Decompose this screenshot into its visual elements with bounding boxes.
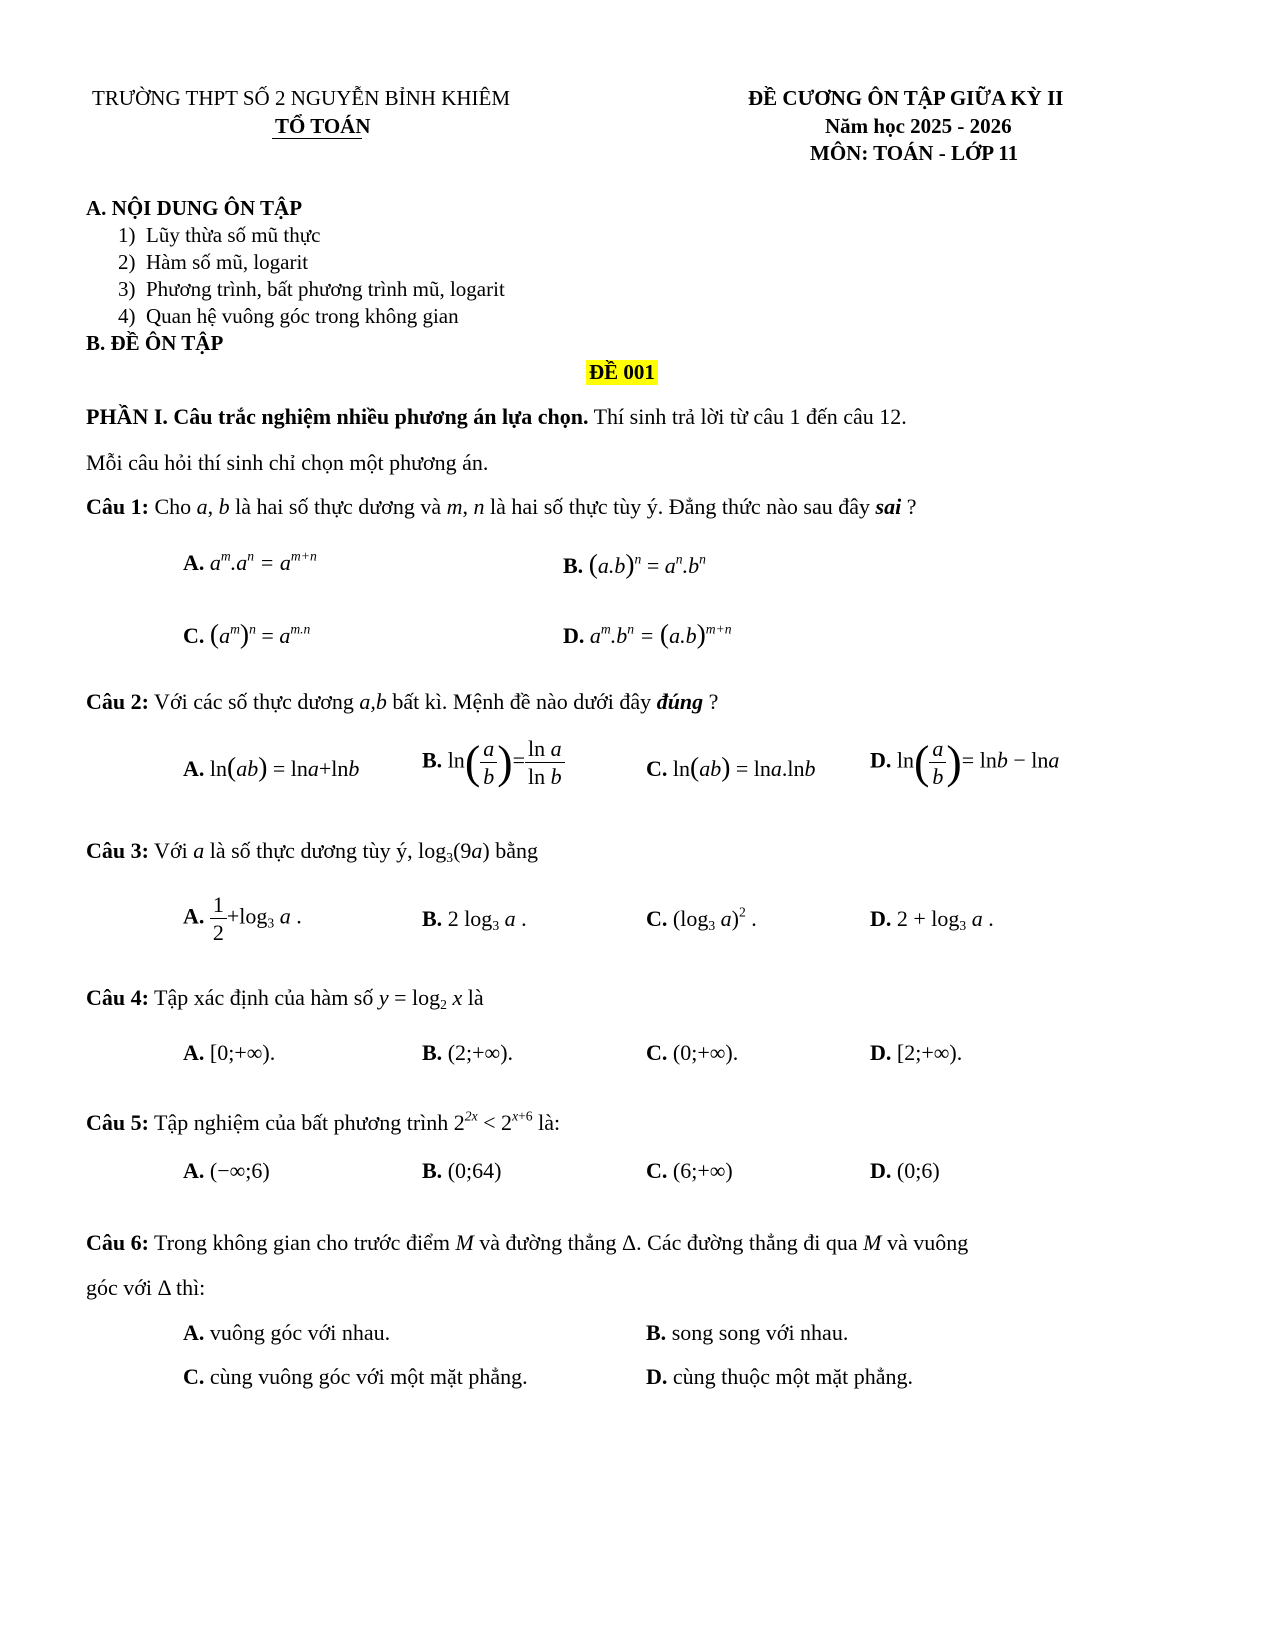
section-b-heading: B. ĐỀ ÔN TẬP — [86, 331, 224, 355]
question-1: Câu 1: Cho a, b là hai số thực dương và m, n là hai số thực tùy ý. Đẳng thức nào sau đây sai ? — [86, 494, 917, 519]
list-item: 1) Lũy thừa số mũ thực — [118, 223, 321, 247]
q4-option-d[interactable]: D. [2;+∞). — [870, 1040, 963, 1065]
q6-option-c[interactable]: C. cùng vuông góc với một mặt phẳng. — [183, 1364, 528, 1389]
question-4: Câu 4: Tập xác định của hàm số $y = \log_2 x$ là — [86, 985, 484, 1013]
q1-option-c[interactable]: C. $(a^m)^n = a^{m.n}$ — [183, 618, 311, 649]
question-3: Câu 3: Với a là số thực dương tùy ý, $\log_3(9a)$ bằng — [86, 838, 538, 866]
q5-option-c[interactable]: C. (6;+∞) — [646, 1158, 733, 1183]
q5-option-a[interactable]: A. (−∞;6) — [183, 1158, 270, 1183]
q5-option-b[interactable]: B. (0;64) — [422, 1158, 502, 1183]
question-2: Câu 2: Với các số thực dương a,b bất kì. Mệnh đề nào dưới đây đúng ? — [86, 689, 719, 714]
q2-option-b[interactable]: B. ln( $\frac{a}{b}$ )= $\frac{\text{ln a}}{\text{ln b}}$ — [422, 737, 565, 788]
list-item: 3) Phương trình, bất phương trình mũ, logarit — [118, 277, 505, 301]
q2-option-c[interactable]: C. ln(ab) = lna.lnb — [646, 751, 816, 782]
q5-option-d[interactable]: D. (0;6) — [870, 1158, 940, 1183]
list-item: 4) Quan hệ vuông góc trong không gian — [118, 304, 459, 328]
question-6-line2: góc với Δ thì: — [86, 1275, 206, 1300]
question-5: Câu 5: Tập nghiệm của bất phương trình $2^{2x} < 2^{x+6}$ là: — [86, 1108, 561, 1135]
subject-line: MÔN: TOÁN - LỚP 11 — [810, 141, 1019, 165]
q3-option-c[interactable]: C. ($\log_3$ a)$^2$ . — [646, 904, 757, 934]
question-6: Câu 6: Trong không gian cho trước điểm M và đường thẳng Δ. Các đường thẳng đi qua M và vuông — [86, 1230, 969, 1255]
exam-code: ĐỀ 001 — [586, 360, 658, 385]
q1-option-d[interactable]: D. $a^m.b^n = (a.b)^{m+n}$ — [563, 618, 732, 649]
q6-option-b[interactable]: B. song song với nhau. — [646, 1320, 849, 1345]
q4-option-a[interactable]: A. [0;+∞). — [183, 1040, 276, 1065]
document-title: ĐỀ CƯƠNG ÔN TẬP GIỮA KỲ II — [748, 86, 1064, 110]
q3-option-d[interactable]: D. $2 + \log_3 a$ . — [870, 906, 994, 934]
q1-option-a[interactable]: A. $a^m.a^n = a^{m+n}$ — [183, 548, 317, 575]
school-year: Năm học 2025 - 2026 — [825, 114, 1012, 138]
q2-option-d[interactable]: D. ln( $\frac{a}{b}$ )= lnb − lna — [870, 736, 1060, 790]
q3-option-a[interactable]: A. $\frac{1}{2}$ $+\log_3$ a . — [183, 892, 302, 946]
q4-option-c[interactable]: C. (0;+∞). — [646, 1040, 739, 1065]
part-1-instruction-line2: Mỗi câu hỏi thí sinh chỉ chọn một phương án. — [86, 450, 489, 475]
q2-option-a[interactable]: A. ln(ab) = lna+lnb — [183, 751, 360, 782]
q4-option-b[interactable]: B. (2;+∞). — [422, 1040, 514, 1065]
department-name: TỔ TOÁN — [275, 114, 371, 138]
list-item: 2) Hàm số mũ, logarit — [118, 250, 309, 274]
part-1-instruction: PHẦN I. Câu trắc nghiệm nhiều phương án lựa chọn. Thí sinh trả lời từ câu 1 đến câu 12. — [86, 404, 907, 429]
q1-option-b[interactable]: B. $(a.b)^n = a^n.b^n$ — [563, 548, 706, 579]
department-underline — [272, 138, 362, 139]
q6-option-d[interactable]: D. cùng thuộc một mặt phẳng. — [646, 1364, 914, 1389]
q3-option-b[interactable]: B. 2 $\log_3 a$ . — [422, 906, 527, 934]
q6-option-a[interactable]: A. vuông góc với nhau. — [183, 1320, 391, 1345]
section-a-heading: A. NỘI DUNG ÔN TẬP — [86, 196, 303, 220]
school-name: TRƯỜNG THPT SỐ 2 NGUYỄN BỈNH KHIÊM — [92, 86, 511, 110]
